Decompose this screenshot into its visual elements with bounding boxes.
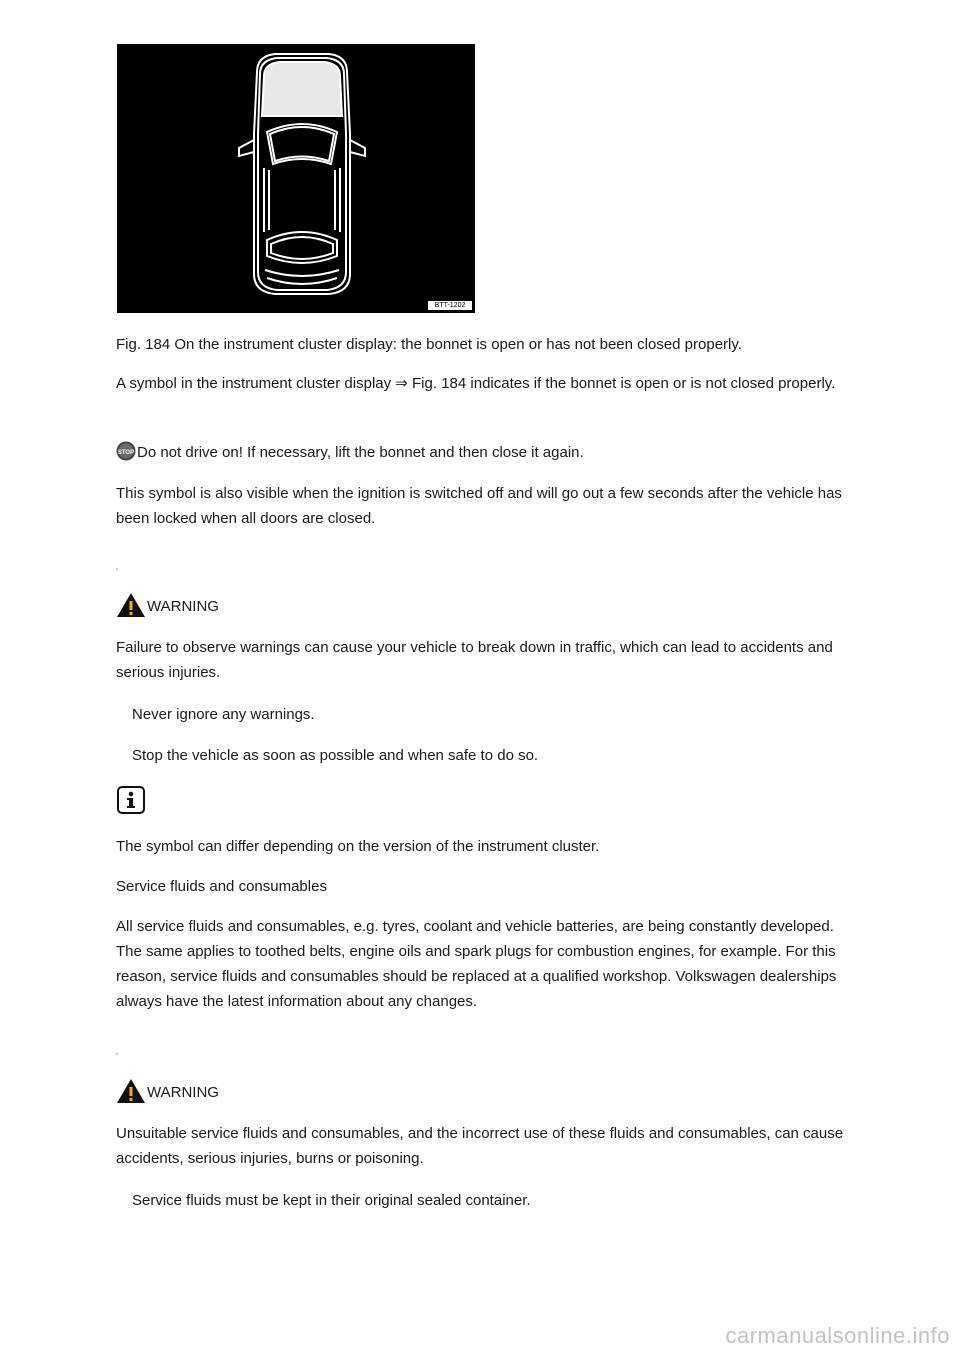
bullet-text: Service fluids must be kept in their original sealed container. bbox=[132, 1192, 531, 1209]
service-paragraph: All service fluids and consumables, e.g. tyres, coolant and vehicle batteries, are being constantly developed. The same applies to toothed belts, engine oils and spark plugs for combustion engines, for example. For this reason, service fluids and consumables should be replaced at a qualified workshop. Volkswagen dealerships always have the latest information about any changes. bbox=[116, 918, 837, 1010]
stop-instruction bbox=[116, 440, 846, 465]
info-icon bbox=[117, 786, 145, 814]
list-item bbox=[116, 743, 846, 768]
warning-triangle-icon bbox=[116, 1078, 146, 1104]
bullet-text: Stop the vehicle as soon as possible and when safe to do so. bbox=[132, 747, 539, 764]
svg-text:STOP: STOP bbox=[117, 450, 135, 456]
section-heading: Service fluids and consumables bbox=[116, 878, 327, 895]
warning-triangle-icon bbox=[116, 592, 146, 618]
bullet-mark bbox=[116, 1188, 132, 1213]
bullet-mark bbox=[116, 702, 132, 727]
intro-paragraph: A symbol in the instrument cluster display ⇒ Fig. 184 indicates if the bonnet is open or is not closed properly. bbox=[116, 375, 836, 392]
list-item bbox=[116, 702, 846, 727]
watermark: carmanualsonline.info bbox=[725, 1323, 950, 1348]
bonnet-open-figure bbox=[117, 44, 475, 313]
warning-text: Unsuitable service fluids and consumables, and the incorrect use of these fluids and consumables, can cause accidents, serious injuries, burns or poisoning. bbox=[116, 1125, 844, 1167]
bullet-mark bbox=[116, 743, 132, 768]
stop-text: Do not drive on! If necessary, lift the bonnet and then close it again. bbox=[137, 444, 584, 461]
warning-text: Failure to observe warnings can cause your vehicle to break down in traffic, which can lead to accidents and serious injuries. bbox=[116, 639, 833, 681]
list-item bbox=[116, 1188, 846, 1213]
figure-id-label: BTT-1202 bbox=[428, 301, 472, 310]
warning-heading bbox=[116, 592, 219, 618]
separator-dot bbox=[116, 568, 118, 570]
stop-warning-icon bbox=[116, 441, 136, 461]
separator-dot bbox=[116, 1053, 118, 1055]
bullet-text: Never ignore any warnings. bbox=[132, 706, 315, 723]
warning-heading bbox=[116, 1078, 219, 1104]
warning-label: WARNING bbox=[147, 1084, 219, 1101]
visibility-paragraph: This symbol is also visible when the ignition is switched off and will go out a few seconds after the vehicle has been locked when all doors are closed. bbox=[116, 485, 842, 527]
note-text: The symbol can differ depending on the version of the instrument cluster. bbox=[116, 838, 600, 855]
warning-label: WARNING bbox=[147, 598, 219, 615]
car-top-view-icon bbox=[117, 44, 475, 313]
figure-caption: Fig. 184 On the instrument cluster display: the bonnet is open or has not been closed properly. bbox=[116, 336, 742, 353]
